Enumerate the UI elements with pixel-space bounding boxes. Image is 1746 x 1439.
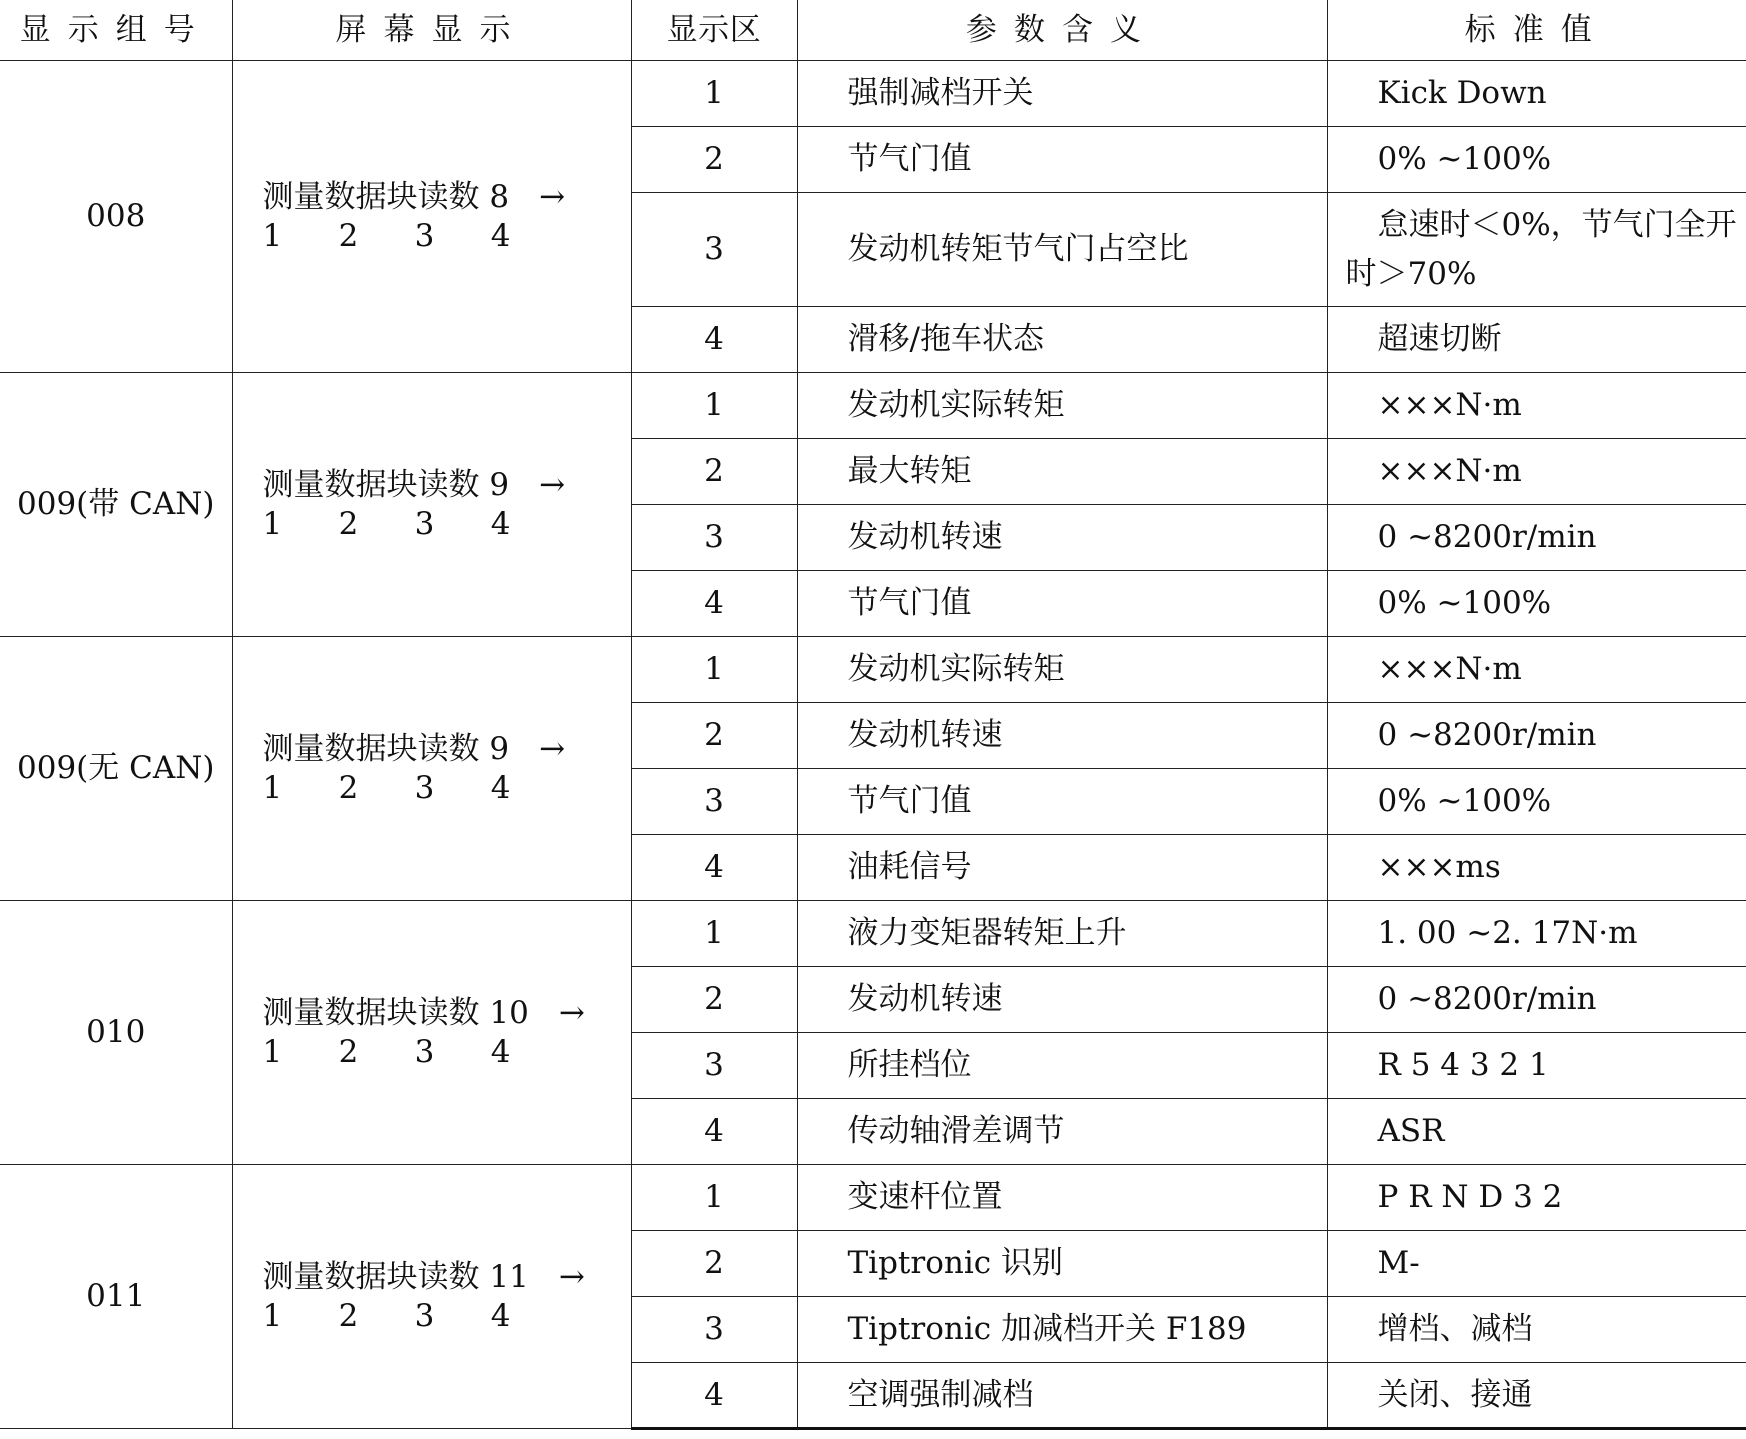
standard-cell: ×××ms bbox=[1327, 835, 1746, 901]
arrow-icon: → bbox=[539, 730, 566, 767]
header-zone: 显示区 bbox=[631, 0, 797, 61]
table-row bbox=[0, 1165, 1746, 1231]
group-number-cell: 008 bbox=[0, 61, 232, 373]
standard-cell: 0 ~8200r/min bbox=[1327, 967, 1746, 1033]
group-number-cell: 009(无 CAN) bbox=[0, 637, 232, 901]
screen-title: 测量数据块读数 9 bbox=[262, 466, 510, 503]
screen-digits: 1 2 3 4 bbox=[262, 505, 534, 542]
meaning-cell: 节气门值 bbox=[797, 127, 1327, 193]
zone-cell: 4 bbox=[631, 571, 797, 637]
zone-cell: 3 bbox=[631, 769, 797, 835]
arrow-icon: → bbox=[539, 466, 566, 503]
standard-cell: 0 ~8200r/min bbox=[1327, 703, 1746, 769]
zone-cell: 1 bbox=[631, 637, 797, 703]
meaning-cell: 发动机转矩节气门占空比 bbox=[797, 193, 1327, 307]
zone-cell: 3 bbox=[631, 505, 797, 571]
table-body bbox=[0, 61, 1746, 1429]
standard-cell: 增档、减档 bbox=[1327, 1297, 1746, 1363]
meaning-cell: 发动机转速 bbox=[797, 703, 1327, 769]
header-screen: 屏幕显示 bbox=[232, 0, 631, 61]
zone-cell: 1 bbox=[631, 901, 797, 967]
header-row bbox=[0, 0, 1746, 61]
screen-digits: 1 2 3 4 bbox=[262, 217, 534, 254]
meaning-cell: 变速杆位置 bbox=[797, 1165, 1327, 1231]
meaning-cell: 所挂档位 bbox=[797, 1033, 1327, 1099]
standard-cell: 关闭、接通 bbox=[1327, 1363, 1746, 1429]
table-row bbox=[0, 61, 1746, 127]
group-number-cell: 010 bbox=[0, 901, 232, 1165]
standard-cell: 0 ~8200r/min bbox=[1327, 505, 1746, 571]
screen-title: 测量数据块读数 11 bbox=[262, 1258, 529, 1295]
standard-cell: 怠速时＜0%，节气门全开时＞70% bbox=[1327, 193, 1746, 307]
standard-cell: Kick Down bbox=[1327, 61, 1746, 127]
standard-cell: R 5 4 3 2 1 bbox=[1327, 1033, 1746, 1099]
screen-title-line bbox=[263, 730, 631, 769]
meaning-cell: 空调强制减档 bbox=[797, 1363, 1327, 1429]
group-number-cell: 011 bbox=[0, 1165, 232, 1429]
zone-cell: 3 bbox=[631, 193, 797, 307]
zone-cell: 3 bbox=[631, 1033, 797, 1099]
standard-cell: ×××N·m bbox=[1327, 439, 1746, 505]
standard-cell: 0% ~100% bbox=[1327, 127, 1746, 193]
meaning-cell: 发动机实际转矩 bbox=[797, 637, 1327, 703]
zone-cell: 3 bbox=[631, 1297, 797, 1363]
table-row bbox=[0, 373, 1746, 439]
zone-cell: 4 bbox=[631, 835, 797, 901]
screen-title-line bbox=[263, 994, 631, 1033]
screen-display-cell bbox=[232, 1165, 631, 1429]
screen-title-line bbox=[263, 466, 631, 505]
header-meaning: 参数含义 bbox=[797, 0, 1327, 61]
standard-cell: ×××N·m bbox=[1327, 373, 1746, 439]
standard-cell: ASR bbox=[1327, 1099, 1746, 1165]
meaning-cell: 节气门值 bbox=[797, 571, 1327, 637]
standard-cell: ×××N·m bbox=[1327, 637, 1746, 703]
meaning-cell: 油耗信号 bbox=[797, 835, 1327, 901]
meaning-cell: 传动轴滑差调节 bbox=[797, 1099, 1327, 1165]
screen-title-line bbox=[263, 1258, 631, 1297]
screen-display-cell bbox=[232, 637, 631, 901]
arrow-icon: → bbox=[539, 178, 566, 215]
meaning-cell: 发动机转速 bbox=[797, 967, 1327, 1033]
meaning-cell: 发动机实际转矩 bbox=[797, 373, 1327, 439]
zone-cell: 1 bbox=[631, 373, 797, 439]
zone-cell: 1 bbox=[631, 61, 797, 127]
arrow-icon: → bbox=[558, 1258, 585, 1295]
arrow-icon: → bbox=[558, 994, 585, 1031]
screen-digits: 1 2 3 4 bbox=[262, 1297, 534, 1334]
zone-cell: 2 bbox=[631, 439, 797, 505]
standard-cell: 1. 00 ~2. 17N·m bbox=[1327, 901, 1746, 967]
standard-cell: 超速切断 bbox=[1327, 307, 1746, 373]
standard-cell: 0% ~100% bbox=[1327, 571, 1746, 637]
screen-title: 测量数据块读数 10 bbox=[262, 994, 529, 1031]
screen-title: 测量数据块读数 9 bbox=[262, 730, 510, 767]
screen-title: 测量数据块读数 8 bbox=[262, 178, 510, 215]
group-number-cell: 009(带 CAN) bbox=[0, 373, 232, 637]
meaning-cell: Tiptronic 识别 bbox=[797, 1231, 1327, 1297]
zone-cell: 4 bbox=[631, 1099, 797, 1165]
meaning-cell: 发动机转速 bbox=[797, 505, 1327, 571]
standard-cell: M- bbox=[1327, 1231, 1746, 1297]
header-group-no: 显示组号 bbox=[0, 0, 232, 61]
meaning-cell: Tiptronic 加减档开关 F189 bbox=[797, 1297, 1327, 1363]
meaning-cell: 滑移/拖车状态 bbox=[797, 307, 1327, 373]
meaning-cell: 强制减档开关 bbox=[797, 61, 1327, 127]
screen-display-cell bbox=[232, 61, 631, 373]
meaning-cell: 液力变矩器转矩上升 bbox=[797, 901, 1327, 967]
zone-cell: 1 bbox=[631, 1165, 797, 1231]
meaning-cell: 最大转矩 bbox=[797, 439, 1327, 505]
screen-digits: 1 2 3 4 bbox=[262, 1033, 534, 1070]
zone-cell: 2 bbox=[631, 1231, 797, 1297]
zone-cell: 4 bbox=[631, 307, 797, 373]
screen-display-cell bbox=[232, 901, 631, 1165]
standard-cell: 0% ~100% bbox=[1327, 769, 1746, 835]
zone-cell: 2 bbox=[631, 967, 797, 1033]
zone-cell: 2 bbox=[631, 127, 797, 193]
zone-cell: 4 bbox=[631, 1363, 797, 1429]
meaning-cell: 节气门值 bbox=[797, 769, 1327, 835]
screen-title-line bbox=[263, 178, 631, 217]
standard-cell: P R N D 3 2 bbox=[1327, 1165, 1746, 1231]
screen-display-cell bbox=[232, 373, 631, 637]
table-row bbox=[0, 637, 1746, 703]
zone-cell: 2 bbox=[631, 703, 797, 769]
table-row bbox=[0, 901, 1746, 967]
header-standard: 标准值 bbox=[1327, 0, 1746, 61]
screen-digits: 1 2 3 4 bbox=[262, 769, 534, 806]
